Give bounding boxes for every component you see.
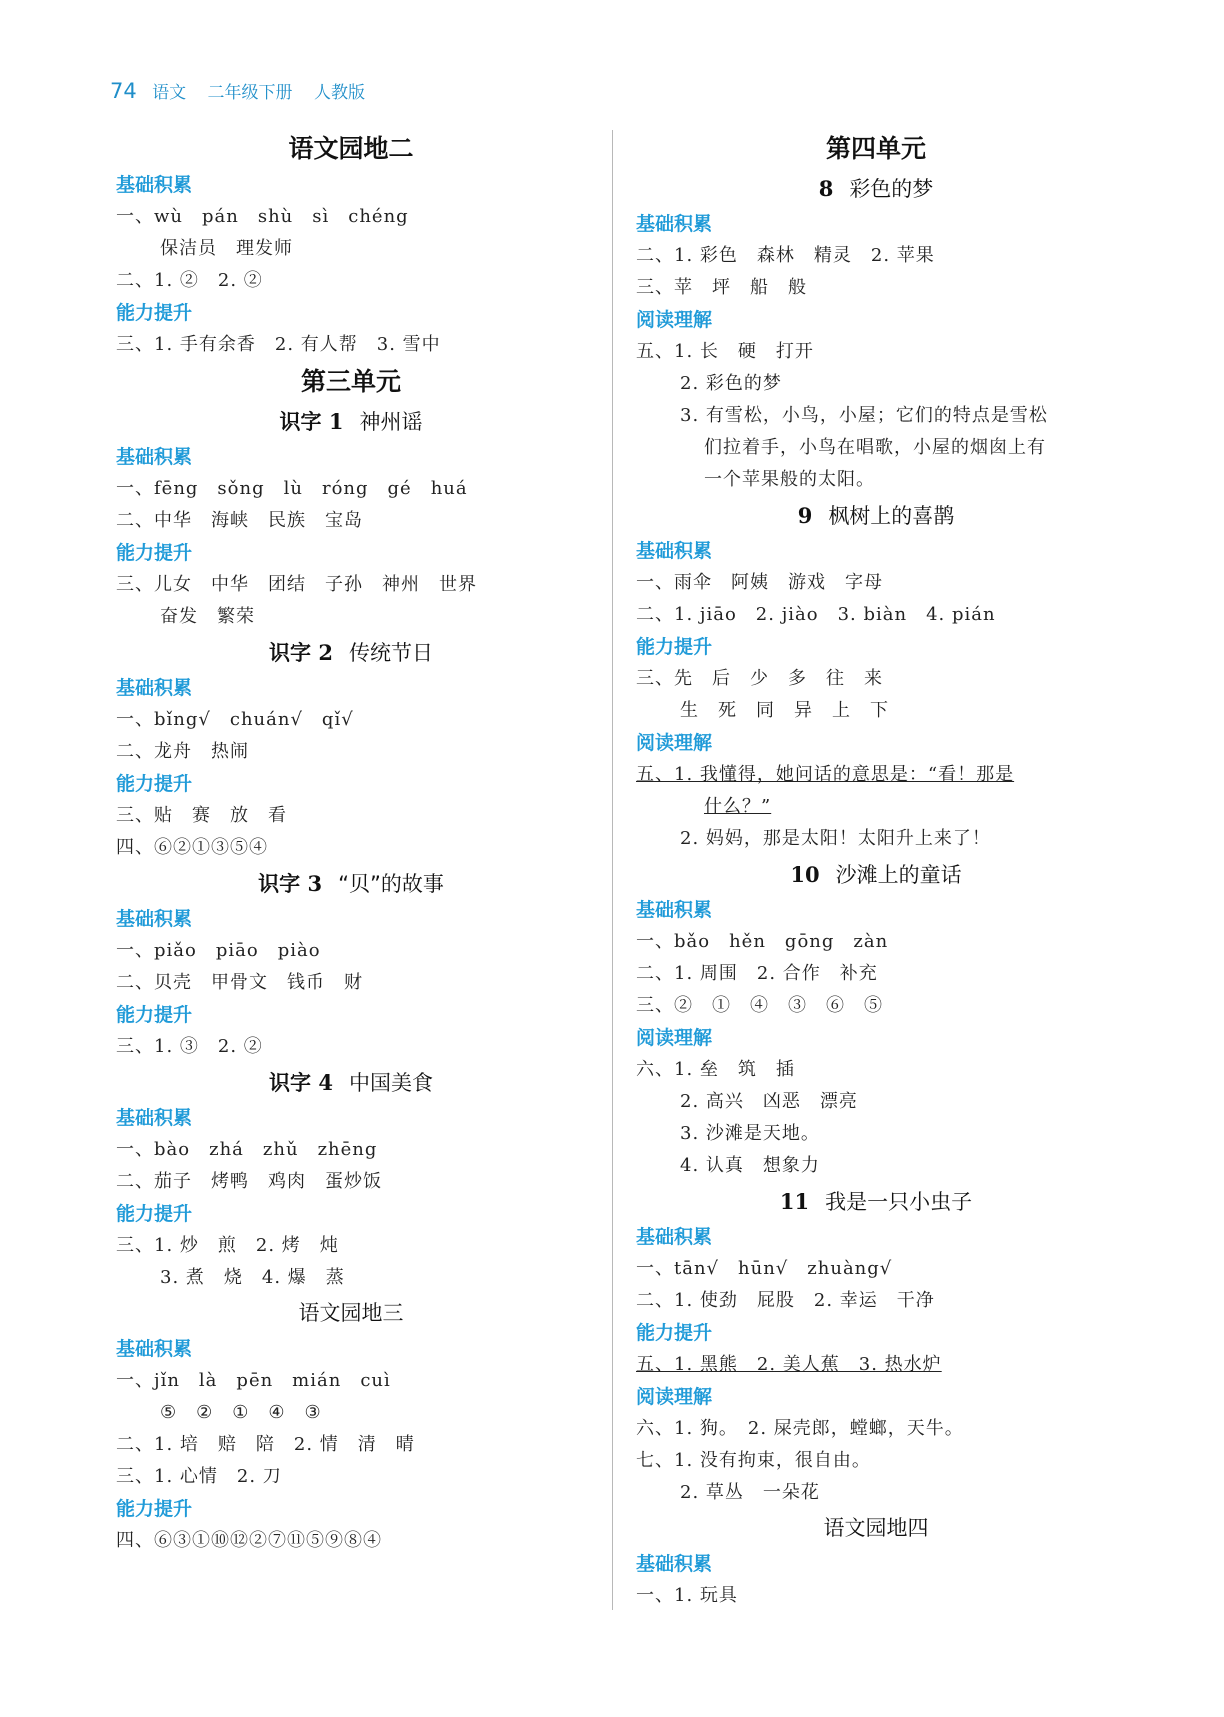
category-label: 能力提升 [116,302,193,324]
left-column [116,128,586,1557]
lesson-number: 识字 4 [269,1070,333,1095]
page-number: 74 [110,79,137,103]
answer-line: 七、1. 没有拘束，很自由。 [636,1450,871,1471]
answer-line: 一、jǐn là pēn mián cuì [116,1370,391,1391]
category-label: 能力提升 [116,773,193,795]
category-label: 能力提升 [116,542,193,564]
answer-line: 二、1. 培 赔 陪 2. 情 清 晴 [116,1434,415,1455]
category-label: 基础积累 [116,1338,193,1360]
lesson-title [116,1063,586,1102]
lesson-title [636,1182,1116,1221]
answer-line: 一、wù pán shù sì chéng [116,206,409,227]
category-label: 基础积累 [116,908,193,930]
lesson-title [636,855,1116,894]
answer-line: 2. 草丛 一朵花 [680,1482,820,1503]
answer-line: 一、雨伞 阿姨 游戏 字母 [636,572,883,593]
lesson-name: 沙滩上的童话 [835,863,962,887]
page-header [110,78,365,103]
answer-line: 三、1. 心情 2. 刀 [116,1466,282,1487]
answer-line: 六、1. 垒 筑 插 [636,1059,795,1080]
answer-line: 二、1. 彩色 森林 精灵 2. 苹果 [636,245,935,266]
category-label: 基础积累 [116,1107,193,1129]
category-label: 基础积累 [636,1553,713,1575]
lesson-number: 10 [790,862,820,887]
answer-line: 二、1. jiāo 2. jiào 3. biàn 4. pián [636,604,996,625]
lesson-title [636,496,1116,535]
category-label: 基础积累 [116,677,193,699]
lesson-title [116,864,586,903]
answer-line: 3. 沙滩是天地。 [680,1123,820,1144]
lesson-name: 神州谣 [359,410,423,434]
category-label: 阅读理解 [636,1027,713,1049]
lesson-title [116,402,586,441]
answer-line: ⑤ ② ① ④ ③ [160,1402,322,1423]
answer-line: 们拉着手，小鸟在唱歌，小屋的烟囱上有 [704,437,1046,458]
answer-line: 二、1. ② 2. ② [116,270,263,291]
lesson-number: 8 [818,176,834,201]
answer-line: 二、1. 使劲 屁股 2. 幸运 干净 [636,1290,935,1311]
answer-line: 六、1. 狗。 2. 屎壳郎，螳螂，天牛。 [636,1418,964,1439]
answer-line: 三、② ① ④ ③ ⑥ ⑤ [636,995,883,1016]
grade-label: 二年级下册 [207,83,293,103]
answer-line: 一、bǎo hěn gōng zàn [636,931,889,952]
category-label: 阅读理解 [636,732,713,754]
answer-line: 三、苹 坪 船 般 [636,277,807,298]
answer-line: 四、⑥③①⑩⑫②⑦⑪⑤⑨⑧④ [116,1530,382,1551]
answer-line: 生 死 同 异 上 下 [680,700,889,721]
answer-line: 五、1. 黑熊 2. 美人蕉 3. 热水炉 [636,1354,942,1375]
answer-line: 三、1. ③ 2. ② [116,1036,263,1057]
answer-line: 2. 妈妈，那是太阳！太阳升上来了！ [680,828,991,849]
lesson-number: 识字 1 [279,409,344,434]
answer-line: 3. 煮 烧 4. 爆 蒸 [160,1267,345,1288]
category-label: 基础积累 [636,899,713,921]
answer-line: 四、⑥②①③⑤④ [116,837,268,858]
lesson-title [116,633,586,672]
edition-label: 人教版 [313,83,365,103]
lesson-name: “贝”的故事 [338,872,444,896]
category-label: 基础积累 [636,1226,713,1248]
answer-line: 一、tān√ hūn√ zhuàng√ [636,1258,893,1279]
answer-line: 一、bǐng√ chuán√ qǐ√ [116,709,354,730]
section-title: 第三单元 [300,367,401,396]
answer-line: 2. 彩色的梦 [680,373,782,394]
lesson-name: 传统节日 [348,641,433,665]
answer-line: 一、1. 玩具 [636,1585,738,1606]
answer-line: 二、茄子 烤鸭 鸡肉 蛋炒饭 [116,1171,382,1192]
lesson-title: 语文园地四 [823,1516,929,1540]
category-label: 能力提升 [116,1498,193,1520]
answer-line: 五、1. 长 硬 打开 [636,341,814,362]
category-label: 基础积累 [116,174,193,196]
category-label: 基础积累 [636,540,713,562]
answer-line: 二、龙舟 热闹 [116,741,249,762]
answer-line: 二、1. 周围 2. 合作 补充 [636,963,878,984]
answer-line: 3. 有雪松，小鸟，小屋；它们的特点是雪松 [680,405,1048,426]
answer-line: 奋发 繁荣 [160,606,255,627]
right-column [636,128,1116,1612]
subject-label: 语文 [152,83,187,103]
answer-line: 4. 认真 想象力 [680,1155,820,1176]
category-label: 能力提升 [636,636,713,658]
category-label: 能力提升 [116,1004,193,1026]
section-title: 语文园地二 [288,134,414,163]
lesson-number: 识字 2 [269,640,333,665]
category-label: 阅读理解 [636,1386,713,1408]
column-divider [612,130,613,1610]
lesson-title [636,169,1116,208]
lesson-title: 语文园地三 [298,1301,404,1325]
category-label: 基础积累 [116,446,193,468]
category-label: 能力提升 [636,1322,713,1344]
category-label: 能力提升 [116,1203,193,1225]
answer-line: 保洁员 理发师 [160,238,293,259]
lesson-name: 枫树上的喜鹊 [828,504,955,528]
answer-line: 什么？” [704,796,772,817]
answer-line: 一、fēng sǒng lù róng gé huá [116,478,468,499]
answer-line: 三、1. 炒 煎 2. 烤 炖 [116,1235,339,1256]
lesson-number: 11 [779,1189,810,1214]
category-label: 基础积累 [636,213,713,235]
answer-line: 一、piǎo piāo piào [116,940,321,961]
answer-line: 三、先 后 少 多 往 来 [636,668,883,689]
lesson-number: 9 [797,503,813,528]
section-title: 第四单元 [825,134,926,163]
answer-line: 二、中华 海峡 民族 宝岛 [116,510,363,531]
answer-line: 五、1. 我懂得，她问话的意思是：“看！那是 [636,764,1015,785]
lesson-name: 我是一只小虫子 [825,1190,973,1214]
answer-line: 2. 高兴 凶恶 漂亮 [680,1091,858,1112]
answer-line: 一、bào zhá zhǔ zhēng [116,1139,378,1160]
lesson-number: 识字 3 [258,871,323,896]
answer-line: 二、贝壳 甲骨文 钱币 财 [116,972,363,993]
lesson-name: 彩色的梦 [849,177,934,201]
answer-line: 三、贴 赛 放 看 [116,805,287,826]
category-label: 阅读理解 [636,309,713,331]
answer-line: 三、1. 手有余香 2. 有人帮 3. 雪中 [116,334,441,355]
answer-line: 三、儿女 中华 团结 子孙 神州 世界 [116,574,477,595]
answer-line: 一个苹果般的太阳。 [704,469,875,490]
lesson-name: 中国美食 [348,1071,433,1095]
